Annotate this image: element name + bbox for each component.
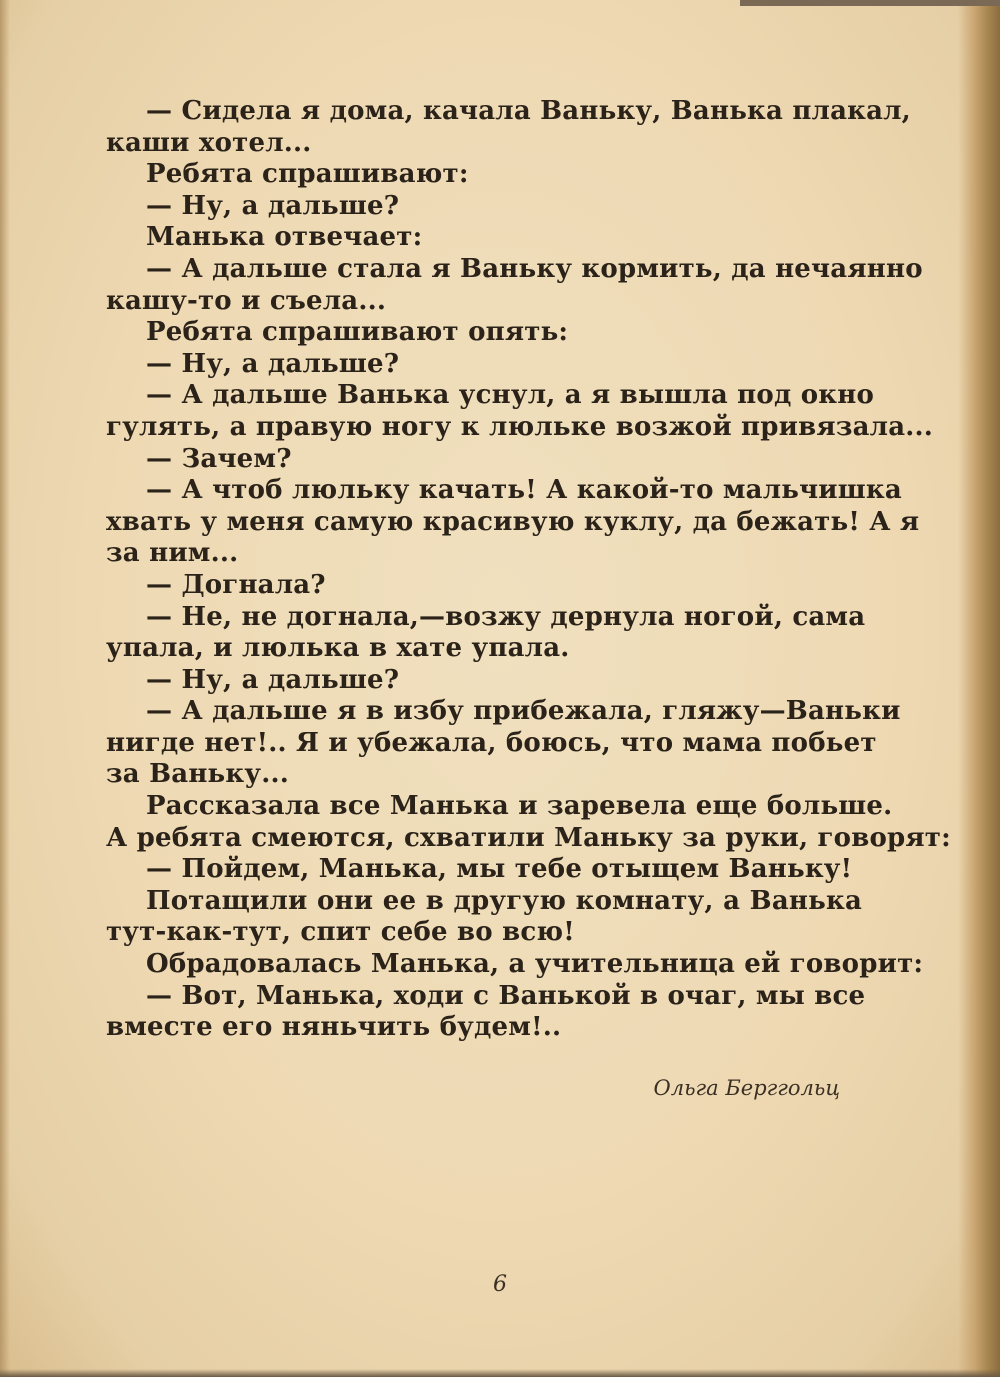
text-line: хвать у меня самую красивую куклу, да бежать! А я [106,506,920,537]
page-number: 6 [493,1272,507,1297]
text-line: Манька отвечает: [146,222,423,253]
text-line: — Вот, Манька, ходи с Ванькой в очаг, мы все [146,980,866,1011]
text-line: за Ваньку... [106,759,289,790]
text-line: — Ну, а дальше? [146,348,400,379]
page-left-edge [0,0,10,1377]
text-line: каши хотел... [106,127,312,158]
author-signature: Ольга Берггольц [653,1076,840,1100]
text-line: гулять, а правую ногу к люльке возжой привязала... [106,411,933,442]
text-line: Ребята спрашивают опять: [146,317,569,348]
page-bottom-edge [0,1369,1000,1377]
text-line: кашу-то и съела... [106,285,387,316]
text-line: нигде нет!.. Я и убежала, боюсь, что мама побьет [106,727,877,758]
text-line: за ним... [106,538,239,569]
text-line: тут-как-тут, спит себе во всю! [106,917,575,948]
page-top-edge [740,0,1000,6]
story-text [106,96,951,1044]
text-line: Обрадовалась Манька, а учительница ей говорит: [146,949,924,980]
text-line: — Не, не догнала,—возжу дернула ногой, сама [146,601,866,632]
text-line: — Догнала? [146,569,326,600]
text-line: упала, и люлька в хате упала. [106,633,570,664]
text-line: Потащили они ее в другую комнату, а Ванька [146,885,862,916]
text-line: — А дальше стала я Ваньку кормить, да нечаянно [146,253,923,284]
text-line: вместе его няньчить будем!.. [106,1012,562,1043]
text-line: — Ну, а дальше? [146,190,400,221]
text-line: — А дальше Ванька уснул, а я вышла под окно [146,380,875,411]
text-line: — А дальше я в избу прибежала, гляжу—Ваньки [146,696,901,727]
text-line: Рассказала все Манька и заревела еще больше. [146,791,893,822]
text-line: — А чтоб люльку качать! А какой-то мальчишка [146,475,902,506]
page-right-edge [958,0,1000,1377]
text-line: — Сидела я дома, качала Ваньку, Ванька плакал, [146,96,911,126]
text-line: Ребята спрашивают: [146,159,469,190]
text-line: — Пойдем, Манька, мы тебе отыщем Ваньку! [146,854,853,885]
text-line: — Ну, а дальше? [146,664,400,695]
text-line: — Зачем? [146,443,292,474]
text-line: А ребята смеются, схватили Маньку за руки, говорят: [106,822,951,853]
